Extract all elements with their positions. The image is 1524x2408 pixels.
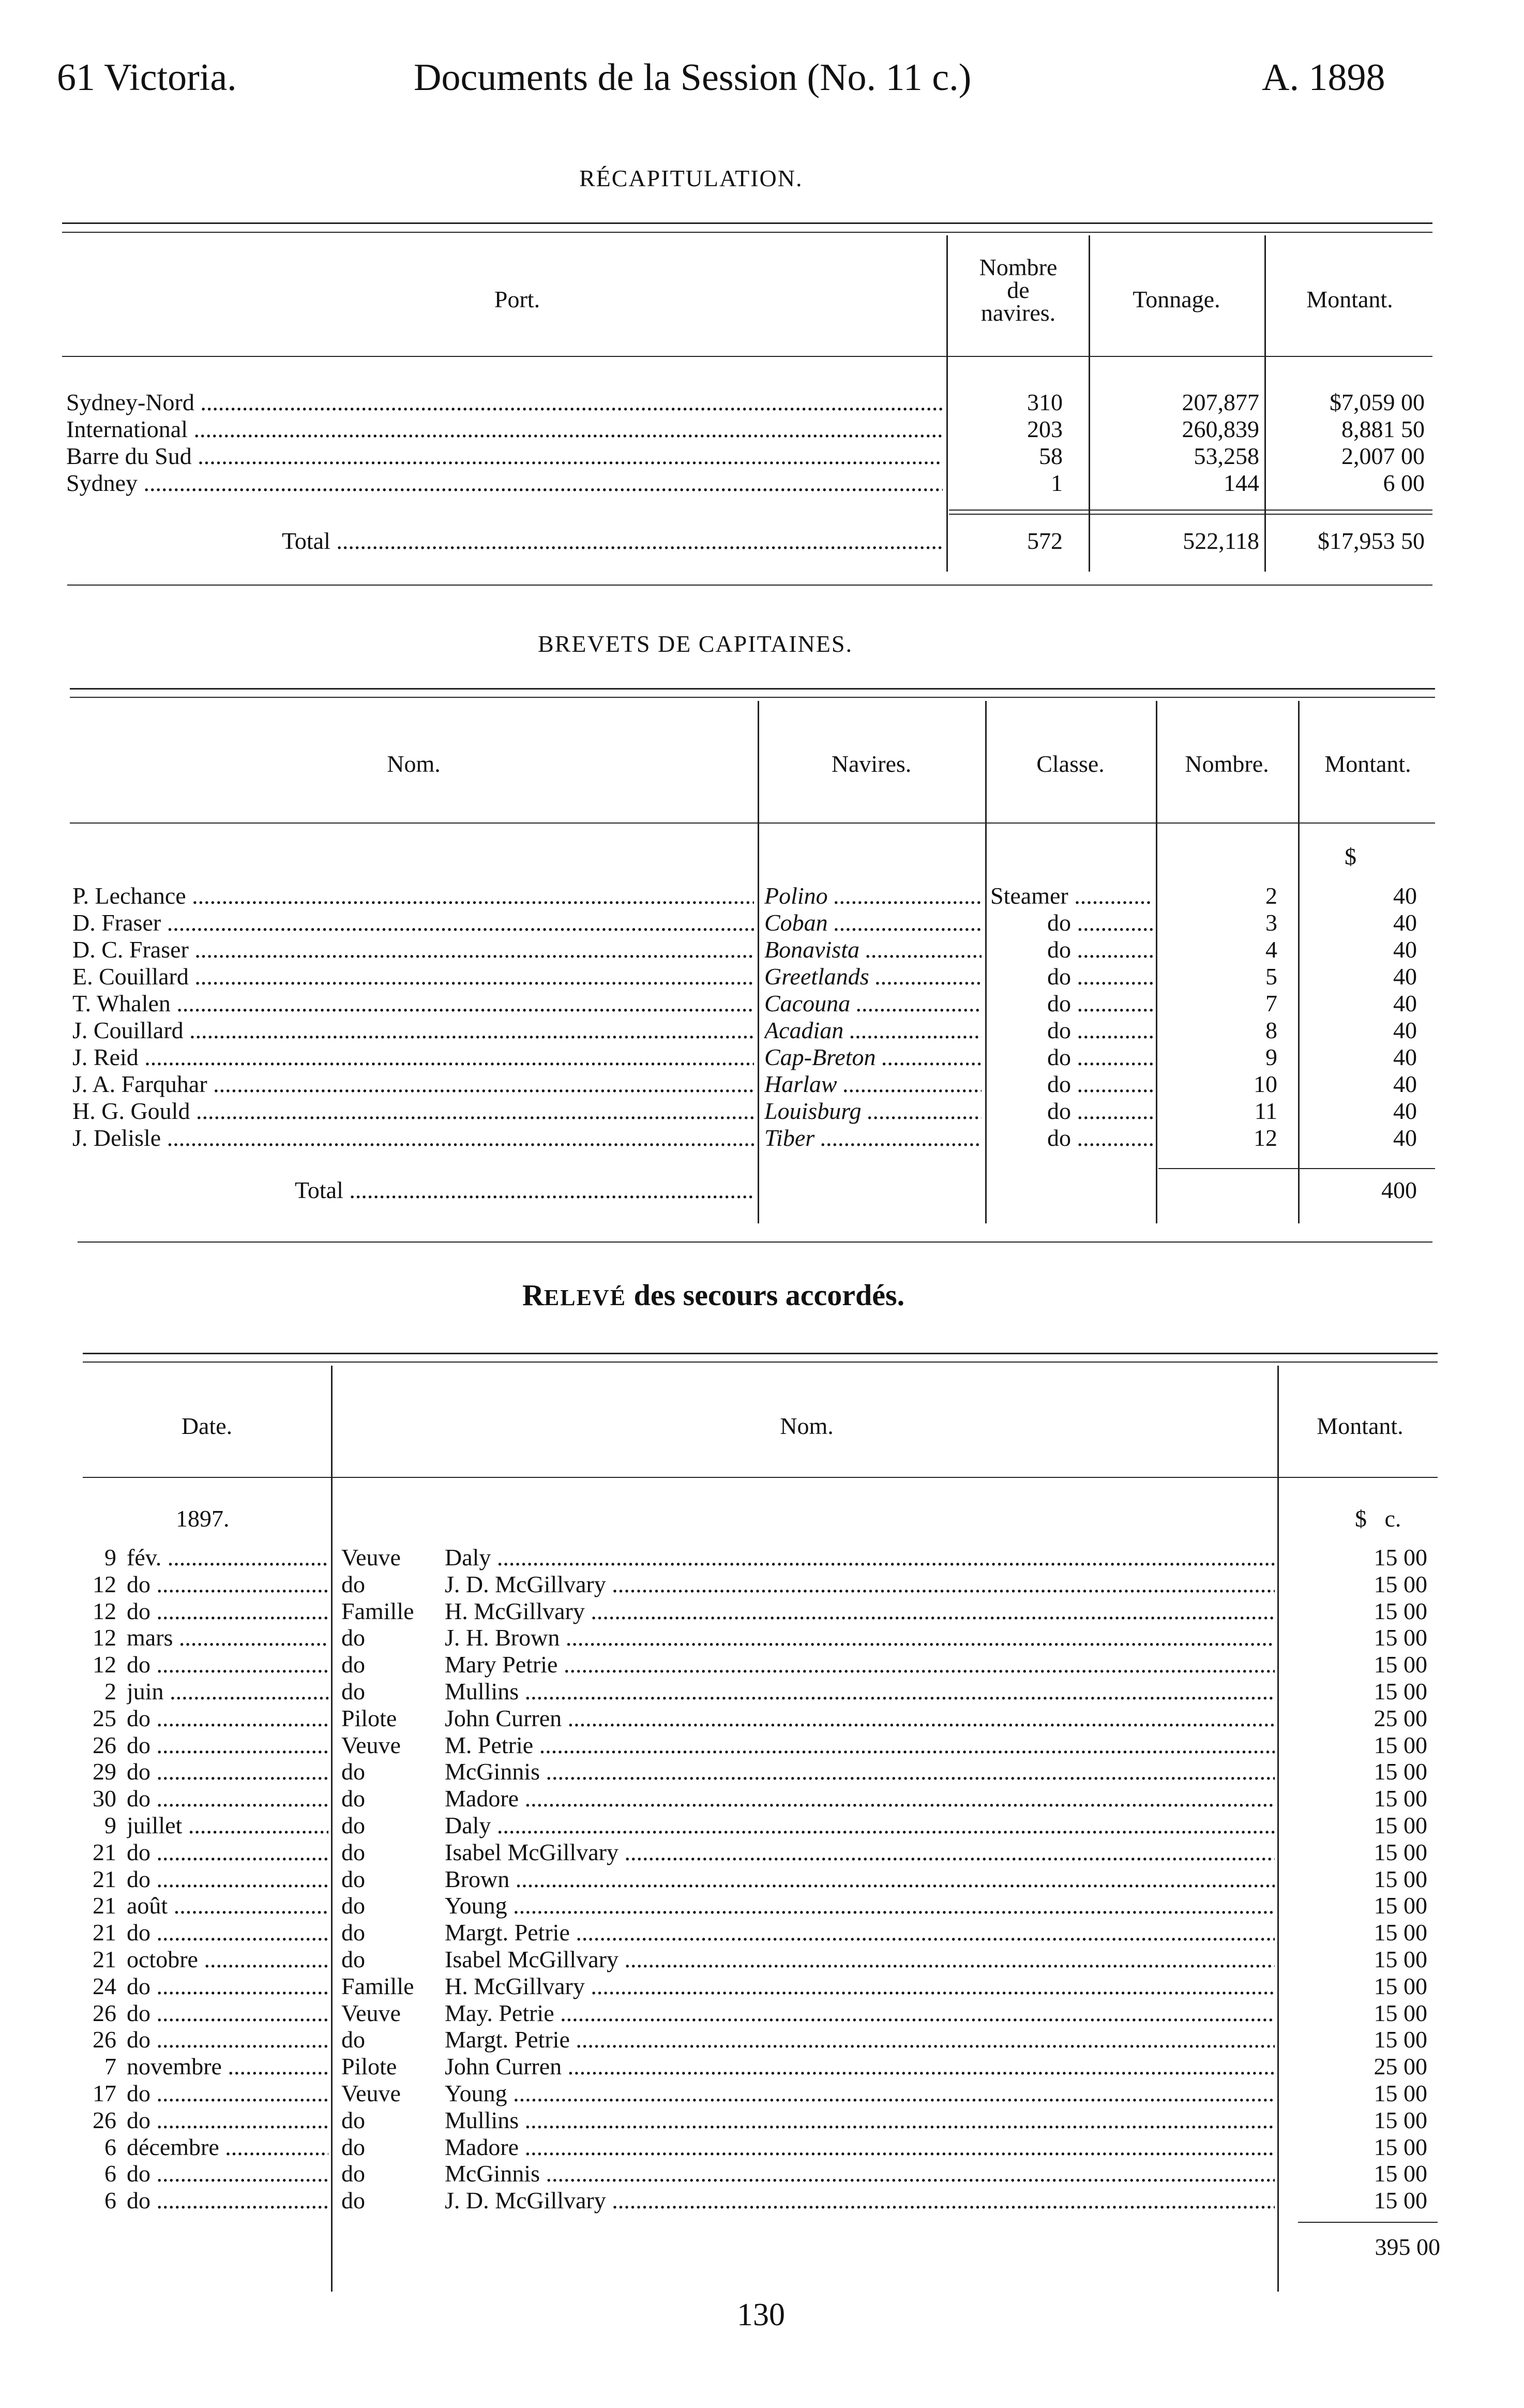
brevets-row-montant: 40 <box>1393 963 1417 990</box>
releve-row-month: do ..... <box>127 1866 328 1893</box>
releve-row-montant: 15 00 <box>1374 1892 1427 1919</box>
releve-row-day: 21 <box>93 1892 116 1919</box>
brevets-row-montant: 40 <box>1393 1044 1417 1070</box>
brevets-row-nom: D. C. Fraser ..... <box>72 936 754 963</box>
brevets-row-nombre: 10 <box>1254 1071 1277 1097</box>
releve-total-montant: 395 00 <box>1375 2234 1440 2260</box>
releve-row-day: 12 <box>93 1597 116 1624</box>
recap-row-tonnage: 260,839 <box>1182 416 1259 442</box>
brevets-row-nom: J. Reid ..... <box>72 1044 754 1071</box>
releve-row-nom: J. D. McGillvary ..... <box>445 1571 1275 1598</box>
brevets-col-nombre: Nombre. <box>1185 751 1269 777</box>
releve-row-nom: McGinnis ..... <box>445 1758 1275 1785</box>
recap-total-label: Total ..... <box>282 528 944 555</box>
brevets-row-nombre: 7 <box>1265 990 1277 1016</box>
releve-row-qualite: do <box>341 1785 365 1812</box>
releve-row-month: do ..... <box>127 1571 328 1598</box>
brevets-row-montant: 40 <box>1393 990 1417 1016</box>
releve-row-qualite: Veuve <box>341 2080 401 2106</box>
releve-row-qualite: do <box>341 2026 365 2053</box>
releve-row-nom: J. H. Brown ..... <box>445 1624 1275 1651</box>
releve-row-montant: 15 00 <box>1374 2187 1427 2214</box>
releve-row-nom: Isabel McGillvary ..... <box>445 1946 1275 1973</box>
brevets-row-nombre: 8 <box>1265 1017 1277 1043</box>
recap-row-navires: 203 <box>1027 416 1063 442</box>
brevets-row-classe: do ..... <box>990 936 1153 963</box>
releve-row-qualite: do <box>341 2187 365 2214</box>
releve-row-month: do ..... <box>127 1598 328 1625</box>
brevets-row-nombre: 5 <box>1265 963 1277 990</box>
brevets-row-classe: do ..... <box>990 909 1153 936</box>
releve-row-month: octobre ..... <box>127 1946 328 1973</box>
brevets-row-classe: do ..... <box>990 1125 1153 1151</box>
releve-row-montant: 15 00 <box>1374 1597 1427 1624</box>
brevets-row-navire: Cacouna ..... <box>764 990 982 1017</box>
recap-title: RÉCAPITULATION. <box>579 165 803 191</box>
recap-row-port: Sydney-Nord ..... <box>66 389 943 416</box>
releve-row-month: do ..... <box>127 2187 328 2214</box>
releve-row-qualite: Famille <box>341 1597 414 1624</box>
brevets-row-navire: Acadian ..... <box>764 1017 982 1044</box>
releve-row-nom: Brown ..... <box>445 1866 1275 1893</box>
recap-row-tonnage: 53,258 <box>1194 443 1259 469</box>
brevets-row-classe: do ..... <box>990 1017 1153 1044</box>
recap-row-port: International ..... <box>66 416 943 443</box>
brevets-row-navire: Bonavista ..... <box>764 936 982 963</box>
releve-currency: $ c. <box>1355 1505 1401 1532</box>
brevets-row-classe: do ..... <box>990 990 1153 1017</box>
releve-row-nom: M. Petrie ..... <box>445 1732 1275 1759</box>
releve-row-montant: 15 00 <box>1374 2026 1427 2053</box>
releve-row-montant: 15 00 <box>1374 1731 1427 1758</box>
releve-row-montant: 25 00 <box>1374 1704 1427 1731</box>
brevets-row-nombre: 2 <box>1265 883 1277 909</box>
recap-row-navires: 1 <box>1051 470 1063 496</box>
brevets-total-montant: 400 <box>1381 1177 1417 1203</box>
releve-row-nom: McGinnis ..... <box>445 2160 1275 2187</box>
releve-row-qualite: Pilote <box>341 2053 397 2080</box>
brevets-row-nombre: 4 <box>1265 936 1277 963</box>
page-number: 130 <box>737 2297 785 2332</box>
releve-row-nom: H. McGillvary ..... <box>445 1598 1275 1625</box>
releve-row-qualite: do <box>341 1624 365 1651</box>
releve-row-month: do ..... <box>127 2000 328 2027</box>
brevets-row-navire: Greetlands ..... <box>764 963 982 990</box>
brevets-row-nom: T. Whalen ..... <box>72 990 754 1017</box>
releve-col-nom: Nom. <box>780 1413 834 1439</box>
releve-row-qualite: Veuve <box>341 1731 401 1758</box>
releve-row-qualite: do <box>341 1919 365 1946</box>
releve-row-month: do ..... <box>127 2026 328 2053</box>
releve-row-month: do ..... <box>127 1785 328 1812</box>
brevets-row-nombre: 11 <box>1254 1098 1277 1124</box>
brevets-row-montant: 40 <box>1393 883 1417 909</box>
recap-col-tonnage: Tonnage. <box>1133 286 1220 312</box>
releve-row-day: 26 <box>93 2026 116 2053</box>
recap-col-nombre: Nombre de navires. <box>979 254 1058 326</box>
releve-year: 1897. <box>176 1505 230 1532</box>
releve-row-nom: Daly ..... <box>445 1812 1275 1839</box>
brevets-row-montant: 40 <box>1393 1098 1417 1124</box>
releve-row-qualite: do <box>341 1838 365 1865</box>
releve-row-month: do ..... <box>127 2160 328 2187</box>
releve-row-qualite: Pilote <box>341 1704 397 1731</box>
releve-row-day: 21 <box>93 1946 116 1972</box>
brevets-row-navire: Louisburg ..... <box>764 1098 982 1125</box>
releve-row-qualite: do <box>341 1571 365 1597</box>
brevets-col-montant: Montant. <box>1324 751 1411 777</box>
releve-row-day: 30 <box>93 1785 116 1812</box>
releve-row-day: 25 <box>93 1704 116 1731</box>
releve-row-qualite: do <box>341 1946 365 1972</box>
recap-row-tonnage: 207,877 <box>1182 389 1259 415</box>
releve-row-montant: 15 00 <box>1374 2133 1427 2160</box>
releve-row-nom: Young ..... <box>445 1892 1275 1919</box>
releve-row-montant: 15 00 <box>1374 1785 1427 1812</box>
header-document-title: Documents de la Session (No. 11 c.) <box>414 56 972 99</box>
releve-row-day: 26 <box>93 1731 116 1758</box>
releve-row-montant: 15 00 <box>1374 1946 1427 1972</box>
brevets-row-classe: do ..... <box>990 963 1153 990</box>
recap-row-navires: 310 <box>1027 389 1063 415</box>
brevets-row-nom: J. Couillard ..... <box>72 1017 754 1044</box>
releve-row-qualite: do <box>341 1678 365 1704</box>
releve-row-day: 21 <box>93 1919 116 1946</box>
releve-row-day: 21 <box>93 1838 116 1865</box>
releve-row-qualite: do <box>341 1865 365 1892</box>
releve-row-nom: May. Petrie ..... <box>445 2000 1275 2027</box>
releve-col-date: Date. <box>181 1413 233 1439</box>
releve-row-day: 6 <box>104 2160 116 2187</box>
releve-row-nom: Mary Petrie ..... <box>445 1651 1275 1678</box>
brevets-currency: $ <box>1345 843 1356 870</box>
releve-row-montant: 15 00 <box>1374 1919 1427 1946</box>
releve-row-montant: 15 00 <box>1374 2160 1427 2187</box>
brevets-row-nom: H. G. Gould ..... <box>72 1098 754 1125</box>
releve-row-montant: 25 00 <box>1374 2053 1427 2080</box>
releve-row-montant: 15 00 <box>1374 2106 1427 2133</box>
releve-row-montant: 15 00 <box>1374 1544 1427 1571</box>
brevets-col-classe: Classe. <box>1036 751 1105 777</box>
releve-row-month: do ..... <box>127 2107 328 2134</box>
releve-row-month: décembre ..... <box>127 2134 328 2161</box>
releve-row-montant: 15 00 <box>1374 1838 1427 1865</box>
releve-row-montant: 15 00 <box>1374 1972 1427 1999</box>
releve-row-day: 7 <box>104 2053 116 2080</box>
brevets-title: BREVETS DE CAPITAINES. <box>538 631 853 657</box>
releve-row-nom: Mullins ..... <box>445 1678 1275 1705</box>
brevets-row-classe: do ..... <box>990 1071 1153 1098</box>
brevets-row-classe: do ..... <box>990 1098 1153 1125</box>
brevets-row-nom: J. Delisle ..... <box>72 1125 754 1151</box>
releve-row-day: 9 <box>104 1812 116 1838</box>
releve-row-qualite: do <box>341 1892 365 1919</box>
brevets-row-montant: 40 <box>1393 1125 1417 1151</box>
recap-row-montant: $7,059 00 <box>1330 389 1425 415</box>
releve-row-month: do ..... <box>127 1919 328 1946</box>
releve-row-month: novembre ..... <box>127 2053 328 2080</box>
brevets-row-navire: Cap-Breton ..... <box>764 1044 982 1071</box>
releve-row-qualite: do <box>341 2160 365 2187</box>
brevets-row-montant: 40 <box>1393 909 1417 936</box>
recap-row-montant: 6 00 <box>1383 470 1425 496</box>
releve-row-day: 6 <box>104 2133 116 2160</box>
brevets-row-classe: Steamer ..... <box>990 883 1153 909</box>
recap-total-montant: $17,953 50 <box>1318 528 1425 554</box>
releve-row-nom: J. D. McGillvary ..... <box>445 2187 1275 2214</box>
releve-row-day: 9 <box>104 1544 116 1571</box>
header-series: A. 1898 <box>1262 56 1385 99</box>
releve-title: RELEVÉ des secours accordés. <box>522 1278 905 1312</box>
releve-row-qualite: do <box>341 1651 365 1678</box>
brevets-col-nom: Nom. <box>387 751 441 777</box>
releve-row-nom: Madore ..... <box>445 2134 1275 2161</box>
releve-row-qualite: Veuve <box>341 1544 401 1571</box>
recap-col-montant: Montant. <box>1306 286 1393 312</box>
releve-row-nom: Margt. Petrie ..... <box>445 2026 1275 2053</box>
releve-row-month: juin ..... <box>127 1678 328 1705</box>
releve-row-qualite: Veuve <box>341 1999 401 2026</box>
releve-row-qualite: do <box>341 2133 365 2160</box>
releve-row-month: juillet ..... <box>127 1812 328 1839</box>
releve-row-month: fév. ..... <box>127 1544 328 1571</box>
releve-row-montant: 15 00 <box>1374 1624 1427 1651</box>
brevets-row-nombre: 9 <box>1265 1044 1277 1070</box>
releve-row-montant: 15 00 <box>1374 1812 1427 1838</box>
releve-row-day: 17 <box>93 2080 116 2106</box>
brevets-row-nombre: 12 <box>1254 1125 1277 1151</box>
brevets-row-nom: D. Fraser ..... <box>72 909 754 936</box>
releve-row-day: 24 <box>93 1972 116 1999</box>
releve-row-nom: H. McGillvary ..... <box>445 1973 1275 2000</box>
releve-row-month: do ..... <box>127 2080 328 2107</box>
releve-row-day: 21 <box>93 1865 116 1892</box>
header-session-year: 61 Victoria. <box>57 56 237 99</box>
releve-row-montant: 15 00 <box>1374 1651 1427 1678</box>
recap-row-tonnage: 144 <box>1224 470 1259 496</box>
recap-row-port: Barre du Sud ..... <box>66 443 943 470</box>
releve-row-montant: 15 00 <box>1374 1571 1427 1597</box>
releve-row-montant: 15 00 <box>1374 1999 1427 2026</box>
releve-row-qualite: do <box>341 2106 365 2133</box>
brevets-row-nom: E. Couillard ..... <box>72 963 754 990</box>
brevets-row-nombre: 3 <box>1265 909 1277 936</box>
brevets-row-montant: 40 <box>1393 1017 1417 1043</box>
releve-row-month: mars ..... <box>127 1624 328 1651</box>
releve-row-month: do ..... <box>127 1758 328 1785</box>
recap-row-port: Sydney ..... <box>66 470 943 497</box>
releve-row-nom: John Curren ..... <box>445 1705 1275 1732</box>
releve-row-nom: Young ..... <box>445 2080 1275 2107</box>
brevets-row-nom: P. Lechance ..... <box>72 883 754 909</box>
releve-row-day: 12 <box>93 1651 116 1678</box>
releve-row-day: 12 <box>93 1624 116 1651</box>
releve-row-day: 29 <box>93 1758 116 1785</box>
brevets-row-montant: 40 <box>1393 1071 1417 1097</box>
brevets-row-navire: Harlaw ..... <box>764 1071 982 1098</box>
releve-row-montant: 15 00 <box>1374 1678 1427 1704</box>
recap-row-navires: 58 <box>1039 443 1063 469</box>
releve-row-day: 26 <box>93 2106 116 2133</box>
releve-row-nom: Mullins ..... <box>445 2107 1275 2134</box>
releve-row-nom: John Curren ..... <box>445 2053 1275 2080</box>
releve-row-nom: Isabel McGillvary ..... <box>445 1839 1275 1866</box>
releve-row-month: do ..... <box>127 1839 328 1866</box>
releve-row-day: 6 <box>104 2187 116 2214</box>
brevets-row-navire: Polino ..... <box>764 883 982 909</box>
brevets-row-classe: do ..... <box>990 1044 1153 1071</box>
brevets-row-navire: Tiber ..... <box>764 1125 982 1151</box>
brevets-col-navires: Navires. <box>831 751 912 777</box>
releve-row-month: août ..... <box>127 1892 328 1919</box>
releve-row-montant: 15 00 <box>1374 1758 1427 1785</box>
releve-row-qualite: do <box>341 1812 365 1838</box>
releve-row-nom: Madore ..... <box>445 1785 1275 1812</box>
brevets-row-nom: J. A. Farquhar ..... <box>72 1071 754 1098</box>
releve-row-nom: Daly ..... <box>445 1544 1275 1571</box>
releve-row-qualite: do <box>341 1758 365 1785</box>
releve-row-month: do ..... <box>127 1651 328 1678</box>
releve-row-montant: 15 00 <box>1374 1865 1427 1892</box>
releve-row-month: do ..... <box>127 1705 328 1732</box>
releve-row-day: 26 <box>93 1999 116 2026</box>
releve-row-month: do ..... <box>127 1732 328 1759</box>
recap-col-port: Port. <box>494 286 540 312</box>
releve-row-nom: Margt. Petrie ..... <box>445 1919 1275 1946</box>
recap-total-navires: 572 <box>1027 528 1063 554</box>
recap-row-montant: 2,007 00 <box>1341 443 1425 469</box>
brevets-total-label: Total ..... <box>295 1177 755 1204</box>
releve-col-montant: Montant. <box>1317 1413 1404 1439</box>
releve-row-day: 12 <box>93 1571 116 1597</box>
recap-row-montant: 8,881 50 <box>1341 416 1425 442</box>
recap-total-tonnage: 522,118 <box>1183 528 1259 554</box>
releve-row-montant: 15 00 <box>1374 2080 1427 2106</box>
releve-row-qualite: Famille <box>341 1972 414 1999</box>
releve-row-month: do ..... <box>127 1973 328 2000</box>
brevets-row-montant: 40 <box>1393 936 1417 963</box>
releve-row-day: 2 <box>104 1678 116 1704</box>
brevets-row-navire: Coban ..... <box>764 909 982 936</box>
